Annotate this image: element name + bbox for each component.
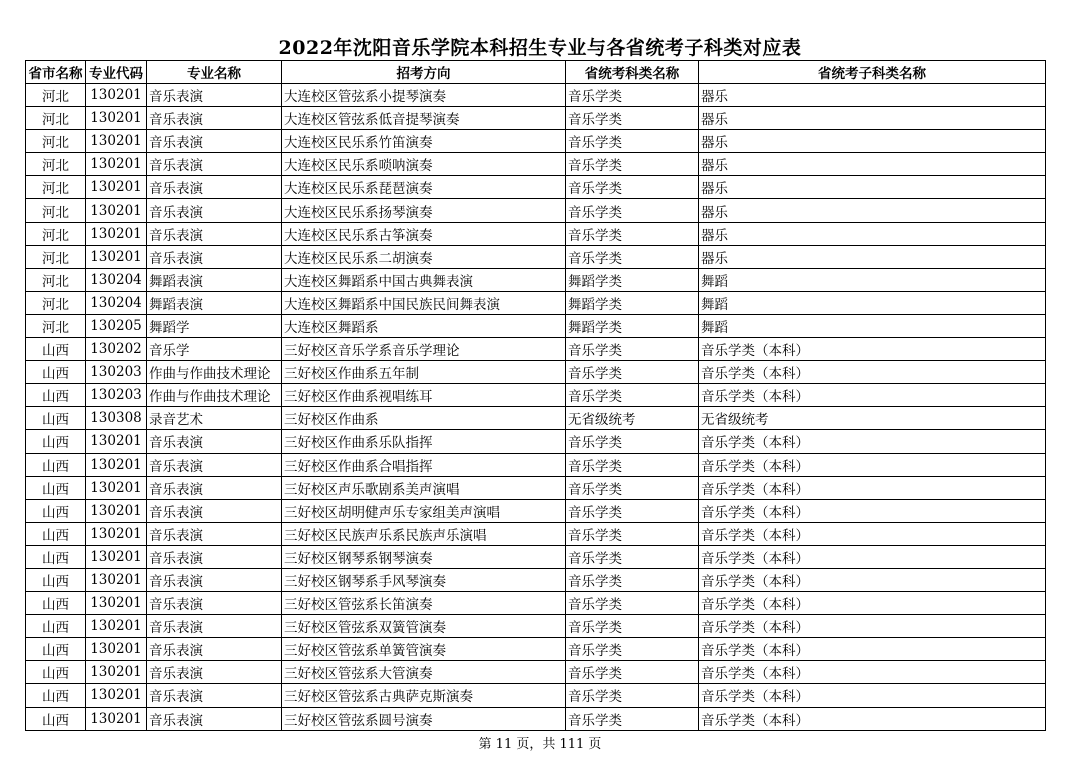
cell-major-code: 130201 (86, 615, 147, 638)
cell-major-name: 音乐表演 (147, 130, 282, 153)
cell-exam-subcategory: 器乐 (699, 245, 1046, 268)
cell-exam-subcategory: 音乐学类（本科） (699, 592, 1046, 615)
cell-exam-category: 音乐学类 (566, 107, 699, 130)
table-row (26, 361, 1046, 384)
cell-major-name: 音乐表演 (147, 176, 282, 199)
cell-major-name: 音乐表演 (147, 615, 282, 638)
cell-direction: 大连校区民乐系扬琴演奏 (282, 199, 566, 222)
cell-exam-category: 音乐学类 (566, 222, 699, 245)
cell-major-name: 音乐表演 (147, 661, 282, 684)
header-province: 省市名称 (26, 61, 86, 84)
table-row (26, 222, 1046, 245)
cell-direction: 三好校区胡明健声乐专家组美声演唱 (282, 499, 566, 522)
cell-exam-category: 音乐学类 (566, 707, 699, 730)
cell-direction: 三好校区声乐歌剧系美声演唱 (282, 476, 566, 499)
cell-major-name: 音乐表演 (147, 684, 282, 707)
cell-exam-subcategory: 音乐学类（本科） (699, 638, 1046, 661)
cell-direction: 大连校区民乐系古筝演奏 (282, 222, 566, 245)
cell-province: 山西 (26, 568, 86, 591)
cell-exam-category: 音乐学类 (566, 545, 699, 568)
cell-province: 河北 (26, 268, 86, 291)
cell-exam-category: 无省级统考 (566, 407, 699, 430)
cell-direction: 三好校区管弦系古典萨克斯演奏 (282, 684, 566, 707)
cell-major-code: 130201 (86, 545, 147, 568)
cell-major-name: 音乐学 (147, 338, 282, 361)
cell-exam-subcategory: 无省级统考 (699, 407, 1046, 430)
cell-major-name: 音乐表演 (147, 476, 282, 499)
cell-major-code: 130201 (86, 522, 147, 545)
cell-direction: 大连校区民乐系唢呐演奏 (282, 153, 566, 176)
cell-exam-subcategory: 器乐 (699, 107, 1046, 130)
cell-major-name: 音乐表演 (147, 107, 282, 130)
cell-exam-category: 音乐学类 (566, 384, 699, 407)
cell-major-name: 音乐表演 (147, 453, 282, 476)
cell-exam-subcategory: 器乐 (699, 153, 1046, 176)
cell-exam-subcategory: 音乐学类（本科） (699, 522, 1046, 545)
table-row (26, 684, 1046, 707)
cell-province: 河北 (26, 291, 86, 314)
cell-exam-category: 音乐学类 (566, 522, 699, 545)
cell-major-code: 130201 (86, 661, 147, 684)
cell-direction: 三好校区钢琴系钢琴演奏 (282, 545, 566, 568)
cell-major-code: 130201 (86, 499, 147, 522)
header-row (26, 61, 1046, 84)
table-row (26, 338, 1046, 361)
table-row (26, 84, 1046, 107)
table-row (26, 314, 1046, 337)
cell-major-code: 130201 (86, 568, 147, 591)
cell-exam-category: 音乐学类 (566, 476, 699, 499)
cell-exam-category: 音乐学类 (566, 499, 699, 522)
cell-major-code: 130201 (86, 107, 147, 130)
cell-exam-category: 音乐学类 (566, 430, 699, 453)
cell-direction: 三好校区作曲系视唱练耳 (282, 384, 566, 407)
cell-exam-subcategory: 器乐 (699, 84, 1046, 107)
cell-major-code: 130201 (86, 453, 147, 476)
table-row (26, 615, 1046, 638)
cell-exam-category: 音乐学类 (566, 199, 699, 222)
header-exam-subcategory: 省统考子科类名称 (699, 61, 1046, 84)
cell-major-code: 130201 (86, 176, 147, 199)
table-row (26, 476, 1046, 499)
cell-major-name: 音乐表演 (147, 222, 282, 245)
cell-exam-subcategory: 器乐 (699, 176, 1046, 199)
cell-province: 河北 (26, 84, 86, 107)
cell-province: 河北 (26, 153, 86, 176)
cell-major-code: 130205 (86, 314, 147, 337)
cell-exam-subcategory: 舞蹈 (699, 268, 1046, 291)
cell-direction: 三好校区音乐学系音乐学理论 (282, 338, 566, 361)
cell-exam-category: 音乐学类 (566, 130, 699, 153)
cell-direction: 大连校区管弦系小提琴演奏 (282, 84, 566, 107)
cell-major-code: 130201 (86, 222, 147, 245)
table-row (26, 453, 1046, 476)
table-row (26, 707, 1046, 730)
cell-major-code: 130201 (86, 430, 147, 453)
cell-direction: 三好校区管弦系长笛演奏 (282, 592, 566, 615)
cell-major-code: 130203 (86, 384, 147, 407)
cell-major-name: 舞蹈学 (147, 314, 282, 337)
cell-major-code: 130201 (86, 476, 147, 499)
cell-exam-category: 音乐学类 (566, 153, 699, 176)
cell-province: 山西 (26, 384, 86, 407)
cell-major-name: 音乐表演 (147, 84, 282, 107)
cell-exam-category: 音乐学类 (566, 245, 699, 268)
cell-exam-category: 音乐学类 (566, 615, 699, 638)
cell-province: 山西 (26, 476, 86, 499)
cell-province: 山西 (26, 522, 86, 545)
table-row (26, 245, 1046, 268)
cell-exam-category: 音乐学类 (566, 592, 699, 615)
cell-province: 山西 (26, 615, 86, 638)
table-row (26, 268, 1046, 291)
cell-direction: 大连校区民乐系二胡演奏 (282, 245, 566, 268)
cell-major-code: 130203 (86, 361, 147, 384)
table-row (26, 499, 1046, 522)
cell-province: 山西 (26, 661, 86, 684)
header-exam-category: 省统考科类名称 (566, 61, 699, 84)
table-row (26, 199, 1046, 222)
table-row (26, 522, 1046, 545)
cell-exam-category: 音乐学类 (566, 568, 699, 591)
cell-major-name: 音乐表演 (147, 522, 282, 545)
cell-province: 山西 (26, 684, 86, 707)
cell-major-code: 130201 (86, 199, 147, 222)
cell-direction: 三好校区管弦系大管演奏 (282, 661, 566, 684)
table-row (26, 407, 1046, 430)
cell-major-code: 130308 (86, 407, 147, 430)
cell-major-name: 音乐表演 (147, 568, 282, 591)
cell-province: 山西 (26, 592, 86, 615)
cell-major-name: 舞蹈表演 (147, 268, 282, 291)
cell-exam-subcategory: 音乐学类（本科） (699, 384, 1046, 407)
cell-major-code: 130201 (86, 130, 147, 153)
table-row (26, 661, 1046, 684)
cell-major-name: 作曲与作曲技术理论 (147, 384, 282, 407)
table-row (26, 107, 1046, 130)
cell-exam-subcategory: 舞蹈 (699, 291, 1046, 314)
cell-exam-subcategory: 音乐学类（本科） (699, 661, 1046, 684)
cell-exam-subcategory: 音乐学类（本科） (699, 545, 1046, 568)
cell-major-name: 音乐表演 (147, 245, 282, 268)
cell-exam-subcategory: 器乐 (699, 199, 1046, 222)
cell-exam-category: 音乐学类 (566, 84, 699, 107)
header-major-name: 专业名称 (147, 61, 282, 84)
cell-exam-category: 舞蹈学类 (566, 268, 699, 291)
page-footer: 第 11 页，共 111 页 (478, 737, 602, 752)
cell-major-name: 音乐表演 (147, 592, 282, 615)
cell-exam-category: 音乐学类 (566, 661, 699, 684)
table-row (26, 545, 1046, 568)
cell-exam-subcategory: 舞蹈 (699, 314, 1046, 337)
cell-major-name: 音乐表演 (147, 199, 282, 222)
cell-exam-category: 舞蹈学类 (566, 291, 699, 314)
cell-province: 山西 (26, 499, 86, 522)
cell-major-code: 130204 (86, 268, 147, 291)
cell-exam-category: 音乐学类 (566, 338, 699, 361)
table-row (26, 638, 1046, 661)
cell-direction: 三好校区作曲系 (282, 407, 566, 430)
cell-exam-subcategory: 音乐学类（本科） (699, 499, 1046, 522)
cell-exam-subcategory: 音乐学类（本科） (699, 361, 1046, 384)
cell-direction: 三好校区作曲系五年制 (282, 361, 566, 384)
header-major-code: 专业代码 (86, 61, 147, 84)
cell-major-code: 130204 (86, 291, 147, 314)
cell-direction: 三好校区作曲系乐队指挥 (282, 430, 566, 453)
cell-direction: 三好校区管弦系双簧管演奏 (282, 615, 566, 638)
cell-exam-category: 音乐学类 (566, 361, 699, 384)
major-mapping-table (25, 60, 1046, 731)
cell-major-name: 舞蹈表演 (147, 291, 282, 314)
cell-province: 山西 (26, 361, 86, 384)
cell-major-code: 130201 (86, 684, 147, 707)
cell-direction: 大连校区舞蹈系中国古典舞表演 (282, 268, 566, 291)
cell-exam-subcategory: 音乐学类（本科） (699, 684, 1046, 707)
cell-exam-subcategory: 器乐 (699, 222, 1046, 245)
cell-exam-subcategory: 音乐学类（本科） (699, 338, 1046, 361)
cell-province: 河北 (26, 176, 86, 199)
table-row (26, 176, 1046, 199)
cell-exam-subcategory: 音乐学类（本科） (699, 430, 1046, 453)
cell-exam-subcategory: 器乐 (699, 130, 1046, 153)
cell-major-name: 音乐表演 (147, 499, 282, 522)
cell-major-name: 录音艺术 (147, 407, 282, 430)
cell-exam-subcategory: 音乐学类（本科） (699, 707, 1046, 730)
cell-direction: 大连校区民乐系琵琶演奏 (282, 176, 566, 199)
table-row (26, 592, 1046, 615)
cell-direction: 大连校区舞蹈系 (282, 314, 566, 337)
table-row (26, 291, 1046, 314)
cell-province: 河北 (26, 314, 86, 337)
document-title: 2022年沈阳音乐学院本科招生专业与各省统考子科类对应表 (278, 37, 802, 59)
cell-major-name: 音乐表演 (147, 638, 282, 661)
cell-exam-subcategory: 音乐学类（本科） (699, 615, 1046, 638)
cell-major-name: 音乐表演 (147, 430, 282, 453)
table-row (26, 430, 1046, 453)
cell-major-name: 作曲与作曲技术理论 (147, 361, 282, 384)
cell-major-name: 音乐表演 (147, 707, 282, 730)
cell-province: 河北 (26, 107, 86, 130)
cell-exam-subcategory: 音乐学类（本科） (699, 568, 1046, 591)
cell-exam-category: 音乐学类 (566, 638, 699, 661)
cell-direction: 三好校区作曲系合唱指挥 (282, 453, 566, 476)
cell-major-code: 130201 (86, 153, 147, 176)
cell-province: 河北 (26, 222, 86, 245)
cell-province: 山西 (26, 430, 86, 453)
cell-province: 河北 (26, 245, 86, 268)
cell-exam-subcategory: 音乐学类（本科） (699, 476, 1046, 499)
cell-province: 山西 (26, 453, 86, 476)
cell-direction: 大连校区民乐系竹笛演奏 (282, 130, 566, 153)
cell-major-code: 130201 (86, 707, 147, 730)
header-direction: 招考方向 (282, 61, 566, 84)
table-row (26, 130, 1046, 153)
cell-province: 山西 (26, 707, 86, 730)
cell-exam-subcategory: 音乐学类（本科） (699, 453, 1046, 476)
cell-major-name: 音乐表演 (147, 153, 282, 176)
cell-direction: 大连校区管弦系低音提琴演奏 (282, 107, 566, 130)
cell-province: 河北 (26, 130, 86, 153)
cell-province: 山西 (26, 545, 86, 568)
cell-direction: 三好校区民族声乐系民族声乐演唱 (282, 522, 566, 545)
cell-direction: 三好校区管弦系圆号演奏 (282, 707, 566, 730)
table-row (26, 568, 1046, 591)
cell-province: 山西 (26, 338, 86, 361)
cell-direction: 大连校区舞蹈系中国民族民间舞表演 (282, 291, 566, 314)
cell-direction: 三好校区管弦系单簧管演奏 (282, 638, 566, 661)
cell-major-code: 130202 (86, 338, 147, 361)
cell-province: 山西 (26, 638, 86, 661)
cell-direction: 三好校区钢琴系手风琴演奏 (282, 568, 566, 591)
cell-major-code: 130201 (86, 84, 147, 107)
cell-major-name: 音乐表演 (147, 545, 282, 568)
cell-major-code: 130201 (86, 638, 147, 661)
cell-exam-category: 音乐学类 (566, 453, 699, 476)
cell-province: 河北 (26, 199, 86, 222)
cell-major-code: 130201 (86, 245, 147, 268)
cell-major-code: 130201 (86, 592, 147, 615)
cell-province: 山西 (26, 407, 86, 430)
cell-exam-category: 舞蹈学类 (566, 314, 699, 337)
table-row (26, 153, 1046, 176)
cell-exam-category: 音乐学类 (566, 176, 699, 199)
table-row (26, 384, 1046, 407)
cell-exam-category: 音乐学类 (566, 684, 699, 707)
